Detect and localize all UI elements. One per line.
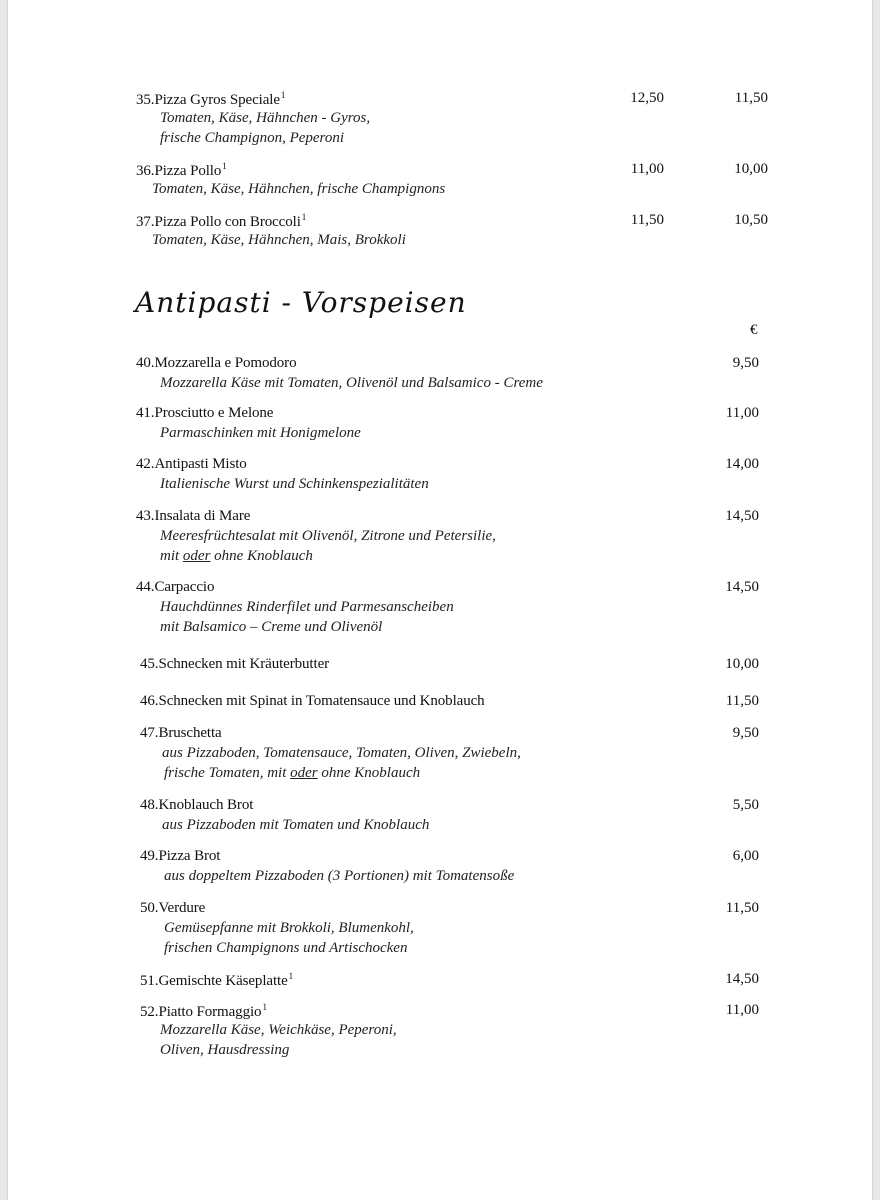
item-description: Tomaten, Käse, Hähnchen, Mais, Brokkoli (152, 232, 406, 248)
price-small: 10,50 (734, 212, 768, 228)
section-heading: Antipasti - Vorspeisen (135, 286, 467, 319)
allergen-footnote: 1 (288, 971, 294, 981)
currency-symbol: € (750, 322, 758, 338)
item-name: 42.Antipasti Misto (136, 456, 247, 472)
item-price: 10,00 (725, 656, 759, 672)
price-small: 11,50 (734, 90, 768, 106)
item-name: 52.Piatto Formaggio$^1$ (140, 1002, 267, 1020)
item-description: Tomaten, Käse, Hähnchen, frische Champignons (152, 181, 446, 197)
item-description: Oliven, Hausdressing (160, 1042, 290, 1058)
item-name: 48.Knoblauch Brot (140, 797, 254, 813)
item-price: 11,50 (725, 900, 759, 916)
item-name: 46.Schnecken mit Spinat in Tomatensauce und Knoblauch (140, 693, 485, 709)
item-description: frischen Champignons und Artischocken (164, 940, 408, 956)
item-price: 6,00 (732, 848, 759, 864)
item-description: mit oder ohne Knoblauch (160, 548, 313, 564)
item-name: 45.Schnecken mit Kräuterbutter (140, 656, 330, 672)
allergen-footnote: 1 (301, 212, 307, 222)
item-name: 44.Carpaccio (136, 579, 215, 595)
item-description: Mozzarella Käse, Weichkäse, Peperoni, (160, 1022, 397, 1038)
item-price: 5,50 (732, 797, 759, 813)
item-name: 49.Pizza Brot (140, 848, 221, 864)
item-price: 9,50 (732, 355, 759, 371)
item-description: aus doppeltem Pizzaboden (3 Portionen) mit Tomatensoße (164, 868, 515, 884)
allergen-footnote: 1 (280, 90, 286, 100)
item-name: 41.Prosciutto e Melone (136, 405, 274, 421)
item-name: 36.Pizza Pollo$^1$ (136, 161, 227, 179)
item-name: 47.Bruschetta (140, 725, 222, 741)
item-description: Mozzarella Käse mit Tomaten, Olivenöl und Balsamico - Creme (160, 375, 543, 391)
item-price: 11,00 (725, 405, 759, 421)
item-name: 37.Pizza Pollo con Broccoli$^1$ (136, 212, 307, 230)
item-description: Gemüsepfanne mit Brokkoli, Blumenkohl, (164, 920, 414, 936)
item-price: 14,50 (725, 579, 759, 595)
allergen-footnote: 1 (262, 1002, 267, 1012)
item-name: 43.Insalata di Mare (136, 508, 251, 524)
item-name: 51.Gemischte Käseplatte$^1$ (140, 971, 294, 989)
price-large: 11,50 (630, 212, 664, 228)
item-name: 35.Pizza Gyros Speciale$^1$ (136, 90, 286, 108)
item-description: Tomaten, Käse, Hähnchen - Gyros, (160, 110, 371, 126)
menu-page (8, 0, 872, 1200)
item-price: 11,50 (725, 693, 759, 709)
price-small: 10,00 (734, 161, 768, 177)
item-description: frische Champignon, Peperoni (160, 130, 345, 146)
allergen-footnote: 1 (222, 161, 227, 171)
item-description: frische Tomaten, mit oder ohne Knoblauch (164, 765, 421, 781)
item-price: 14,50 (725, 971, 759, 987)
item-description: aus Pizzaboden mit Tomaten und Knoblauch (162, 817, 430, 833)
item-price: 14,50 (725, 508, 759, 524)
price-large: 12,50 (630, 90, 664, 106)
item-name: 40.Mozzarella e Pomodoro (136, 355, 297, 371)
price-large: 11,00 (630, 161, 664, 177)
item-description: Meeresfrüchtesalat mit Olivenöl, Zitrone und Petersilie, (160, 528, 496, 544)
item-description: mit Balsamico – Creme und Olivenöl (160, 619, 383, 635)
item-description: Parmaschinken mit Honigmelone (160, 425, 361, 441)
item-price: 14,00 (725, 456, 759, 472)
item-description: aus Pizzaboden, Tomatensauce, Tomaten, Oliven, Zwiebeln, (162, 745, 521, 761)
item-name: 50.Verdure (140, 900, 206, 916)
item-description: Italienische Wurst und Schinkenspezialitäten (160, 476, 429, 492)
item-description: Hauchdünnes Rinderfilet und Parmesanscheiben (160, 599, 454, 615)
item-price: 9,50 (732, 725, 759, 741)
item-price: 11,00 (725, 1002, 759, 1018)
